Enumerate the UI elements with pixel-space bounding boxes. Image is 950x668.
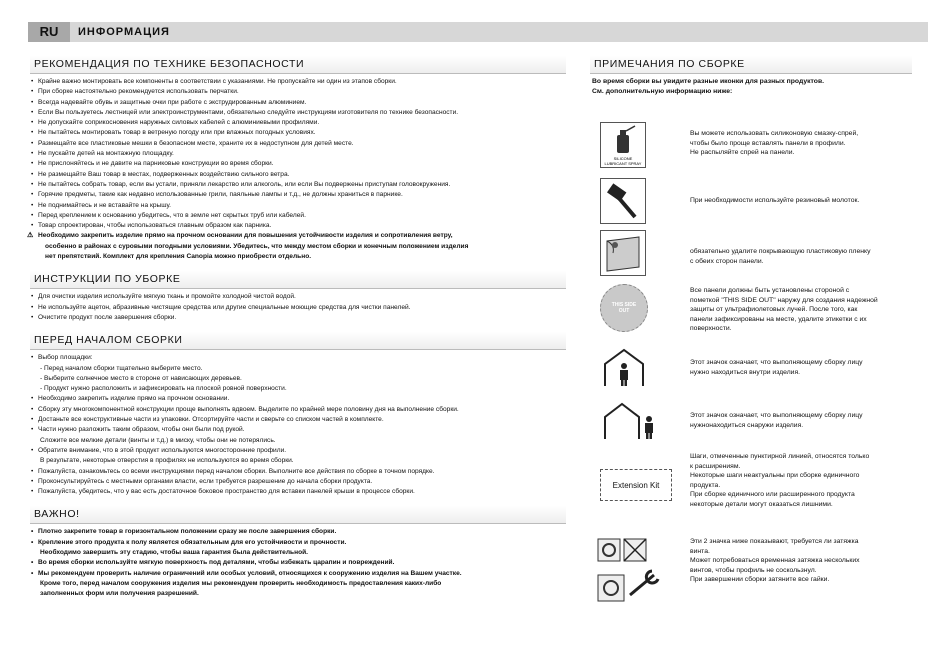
note-line: Может потребоваться временная затяжка нескольких	[690, 557, 860, 564]
before-assembly-section	[30, 332, 566, 497]
list-item: • Не пускайте детей на монтажную площадку.	[30, 149, 566, 159]
list-item: • Достаньте все конструктивные части из упаковки. Отсортируйте части и сверьте со списком частей в комплекте.	[30, 415, 566, 425]
note-mallet-text	[690, 196, 912, 206]
list-item: • При сборке настоятельно рекомендуется использовать перчатки.	[30, 87, 566, 97]
note-inside-text	[690, 358, 912, 377]
notes-intro	[592, 77, 912, 97]
note-line: Некоторые шаги неактуальны при сборке единичного	[690, 472, 860, 479]
list-item: Необходимо завершить эту стадию, чтобы ваша гарантия была действительной.	[40, 548, 308, 556]
note-line: к расширениям.	[690, 462, 741, 470]
note-line: нужно находиться внутри изделия.	[690, 368, 801, 376]
list-item: • Не прислоняйтесь и не давите на парниковые конструкции во время сборки.	[30, 159, 566, 169]
person-outside-icon	[602, 401, 658, 441]
silicone-spray-icon	[600, 122, 646, 168]
note-screw-text	[690, 537, 912, 585]
safety-list	[30, 77, 566, 262]
list-item: • Сборку эту многокомпонентной конструкции проще выполнять вдвоем. Выделите по крайней мере половину дня на выполнение сборки.	[30, 405, 566, 415]
list-item: • Не используйте ацетон, абразивные чистящие средства или другие специальные моющие средства для чистки панелей.	[30, 303, 566, 313]
safety-title: РЕКОМЕНДАЦИЯ ПО ТЕХНИКЕ БЕЗОПАСНОСТИ	[30, 56, 566, 74]
note-side-out-text	[690, 286, 912, 334]
note-line: винтов, чтобы профиль не соскользнул.	[690, 566, 817, 574]
list-item: • Выбор площадки:	[30, 353, 566, 363]
list-item: В результате, некоторые отверстия в профилях не используются во время сборки.	[40, 457, 294, 465]
peel-film-icon	[600, 230, 646, 276]
notes-title: ПРИМЕЧАНИЯ ПО СБОРКЕ	[590, 56, 912, 74]
list-item: - Продукт нужно расположить и зафиксировать на плоской ровной поверхности.	[40, 385, 287, 393]
warning-item: нет препятствий. Комплект для крепления Canopia можно приобрести отдельно.	[45, 253, 312, 261]
list-item: • Если Вы пользуетесь лестницей или электроинструментами, обязательно следуйте инструкциям изготовителя по технике безопасности.	[30, 108, 566, 118]
warning-item: ⚠ Необходимо закрепить изделие прямо на прочном основании для повышения устойчивости изделия и сопротивления ветру,	[30, 231, 566, 241]
person-inside-icon	[602, 348, 646, 388]
note-line: Не распыляйте спрей на панели.	[690, 149, 795, 156]
header-bar	[28, 22, 928, 42]
note-line: При завершении сборки затяните все гайки.	[690, 576, 830, 583]
list-item: • Очистите продукт после завершения сборки.	[30, 313, 566, 323]
note-line: Этот значок означает, что выполняющему сборку лицу	[690, 359, 863, 366]
note-line: панели зафиксированы на месте, удалите этикетки с их	[690, 315, 867, 323]
notes-intro-line: См. дополнительную информацию ниже:	[592, 88, 733, 95]
list-item: • Товар спроектирован, чтобы использоваться главным образом как парника.	[30, 221, 566, 231]
list-item: - Выберите солнечное место в стороне от нависающих деревьев.	[40, 374, 242, 382]
list-item: • Не пытайтесь собрать товар, если вы устали, приняли лекарство или алкоголь, или если Вы подвержены приступам головокружения.	[30, 180, 566, 190]
list-item: Кроме того, перед началом сооружения изделия мы рекомендуем проверить необходимость предоставления каких-либо	[40, 579, 442, 587]
note-line: пометкой "THIS SIDE OUT" наружу для создания надежной	[690, 296, 878, 304]
note-line: чтобы было проще вставлять панели в профили.	[690, 139, 846, 147]
list-item: • Не поднимайтесь и не вставайте на крышу.	[30, 201, 566, 211]
note-line: нужнонаходиться снаружи изделия.	[690, 421, 804, 429]
note-line: продукта.	[690, 481, 721, 489]
list-item: • Плотно закрепите товар в горизонтальном положении сразу же после завершения сборки.	[30, 527, 566, 537]
note-line: некоторые детали могут оказаться лишними.	[690, 500, 833, 508]
list-item: • Всегда надевайте обувь и защитные очки при работе с экструдированным алюминием.	[30, 98, 566, 108]
this-side-out-label: OUT	[618, 308, 630, 314]
cleaning-section	[30, 271, 566, 323]
list-item: • Размещайте все пластиковые мешки в безопасном месте, храните их в недоступном для детей месте.	[30, 139, 566, 149]
list-item: • Во время сборки используйте мягкую поверхность под деталями, чтобы избежать царапин и повреждений.	[30, 558, 566, 568]
list-item: • Пожалуйста, ознакомьтесь со всеми инструкциями перед началом сборки. Выполните все действия по сборке в точном порядке.	[30, 467, 566, 477]
note-line: При необходимости используйте резиновый молоток.	[690, 197, 860, 204]
extension-kit-icon	[600, 469, 672, 501]
list-item: • Перед креплением к основанию убедитесь, что в земле нет скрытых труб или кабелей.	[30, 211, 566, 221]
list-item: • Для очистки изделия используйте мягкую ткань и промойте холодной чистой водой.	[30, 292, 566, 302]
this-side-out-icon	[600, 284, 648, 332]
warning-item: особенно в районах с суровыми погодными условиями. Убедитесь, что между местом сборки и конечным положением изделия	[45, 242, 469, 250]
note-line: Вы можете использовать силиконовую смазку-спрей,	[690, 130, 859, 137]
list-item: • Не пытайтесь монтировать товар в ветреную погоду или при влажных погодных условиях.	[30, 128, 566, 138]
cleaning-title: ИНСТРУКЦИИ ПО УБОРКЕ	[30, 271, 566, 289]
list-item: Сложите все мелкие детали (винты и т.д.) в миску, чтобы они не потерялись.	[40, 436, 276, 444]
language-badge: RU	[28, 22, 70, 42]
list-item: • Горячие предметы, такие как недавно использованные грили, паяльные лампы и т.д., не должны храниться в парнике.	[30, 190, 566, 200]
screw-tighten-icons	[594, 535, 682, 607]
left-column	[30, 56, 566, 599]
cleaning-list	[30, 292, 566, 323]
this-side-out-label: THIS SIDE	[611, 302, 637, 308]
note-line: Этот значок означает, что выполняющему сборку лицу	[690, 412, 863, 419]
list-item: • Необходимо закрепить изделие прямо на прочном основании.	[30, 394, 566, 404]
list-item: • Проконсультируйтесь с местными органами власти, если требуется разрешение до начала сборки продукта.	[30, 477, 566, 487]
important-list	[30, 527, 566, 599]
note-line: защиты от ультрафиолетовых лучей. После того, как	[690, 306, 858, 313]
note-extension-text	[690, 452, 912, 509]
important-title: ВАЖНО!	[30, 506, 566, 524]
silicone-label: LUBRICANT SPRAY	[604, 161, 642, 166]
list-item: • Пожалуйста, убедитесь, что у вас есть достаточное боковое пространство для вставки панелей крыши в процессе сборки.	[30, 487, 566, 497]
safety-section	[30, 56, 566, 262]
before-assembly-title: ПЕРЕД НАЧАЛОМ СБОРКИ	[30, 332, 566, 350]
note-line: обязательно удалите покрывающую пластиковую пленку	[690, 248, 871, 255]
list-item: • Крайне важно монтировать все компоненты в соответствии с указаниями. Не пропускайте ни один из этапов сборки.	[30, 77, 566, 87]
list-item: • Не допускайте соприкосновения наружных силовых кабелей с алюминиевыми профилями.	[30, 118, 566, 128]
note-line: При сборке единичного или расширенного продукта	[690, 491, 855, 498]
list-item: • Части нужно разложить таким образом, чтобы они были под рукой.	[30, 425, 566, 435]
list-item: - Перед началом сборки тщательно выберите место.	[40, 364, 203, 372]
right-column	[590, 56, 912, 583]
list-item: заполненных форм или получения разрешений.	[40, 590, 199, 598]
silicone-label: SILICONE	[613, 156, 633, 161]
rubber-mallet-icon	[600, 178, 646, 224]
note-line: винта.	[690, 547, 710, 555]
list-item: • Не размещайте Ваш товар в местах, подверженных воздействию сильного ветра.	[30, 170, 566, 180]
extension-kit-label: Extension Kit	[612, 480, 660, 490]
note-line: Эти 2 значка ниже показывают, требуется ли затяжка	[690, 538, 859, 545]
list-item: • Крепление этого продукта к полу является обязательным для его устойчивости и прочности.	[30, 538, 566, 548]
note-silicone-text	[690, 129, 912, 158]
before-assembly-list	[30, 353, 566, 497]
note-line: с обеих сторон панели.	[690, 257, 764, 265]
note-line: Все панели должны быть установлены стороной с	[690, 287, 850, 294]
page-title: ИНФОРМАЦИЯ	[78, 26, 170, 38]
important-section	[30, 506, 566, 599]
list-item: • Обратите внимание, что в этой продукт используются многосторонние профили.	[30, 446, 566, 456]
note-line: поверхности.	[690, 325, 732, 332]
note-outside-text	[690, 411, 912, 430]
note-line: Шаги, отмеченные пунктирной линией, относятся только	[690, 453, 870, 460]
notes-intro-line: Во время сборки вы увидите разные иконки для разных продуктов.	[592, 78, 825, 85]
list-item: • Мы рекомендуем проверить наличие ограничений или особых условий, относящихся к сооружению изделия на Вашем участке.	[30, 569, 566, 579]
note-film-text	[690, 247, 912, 266]
